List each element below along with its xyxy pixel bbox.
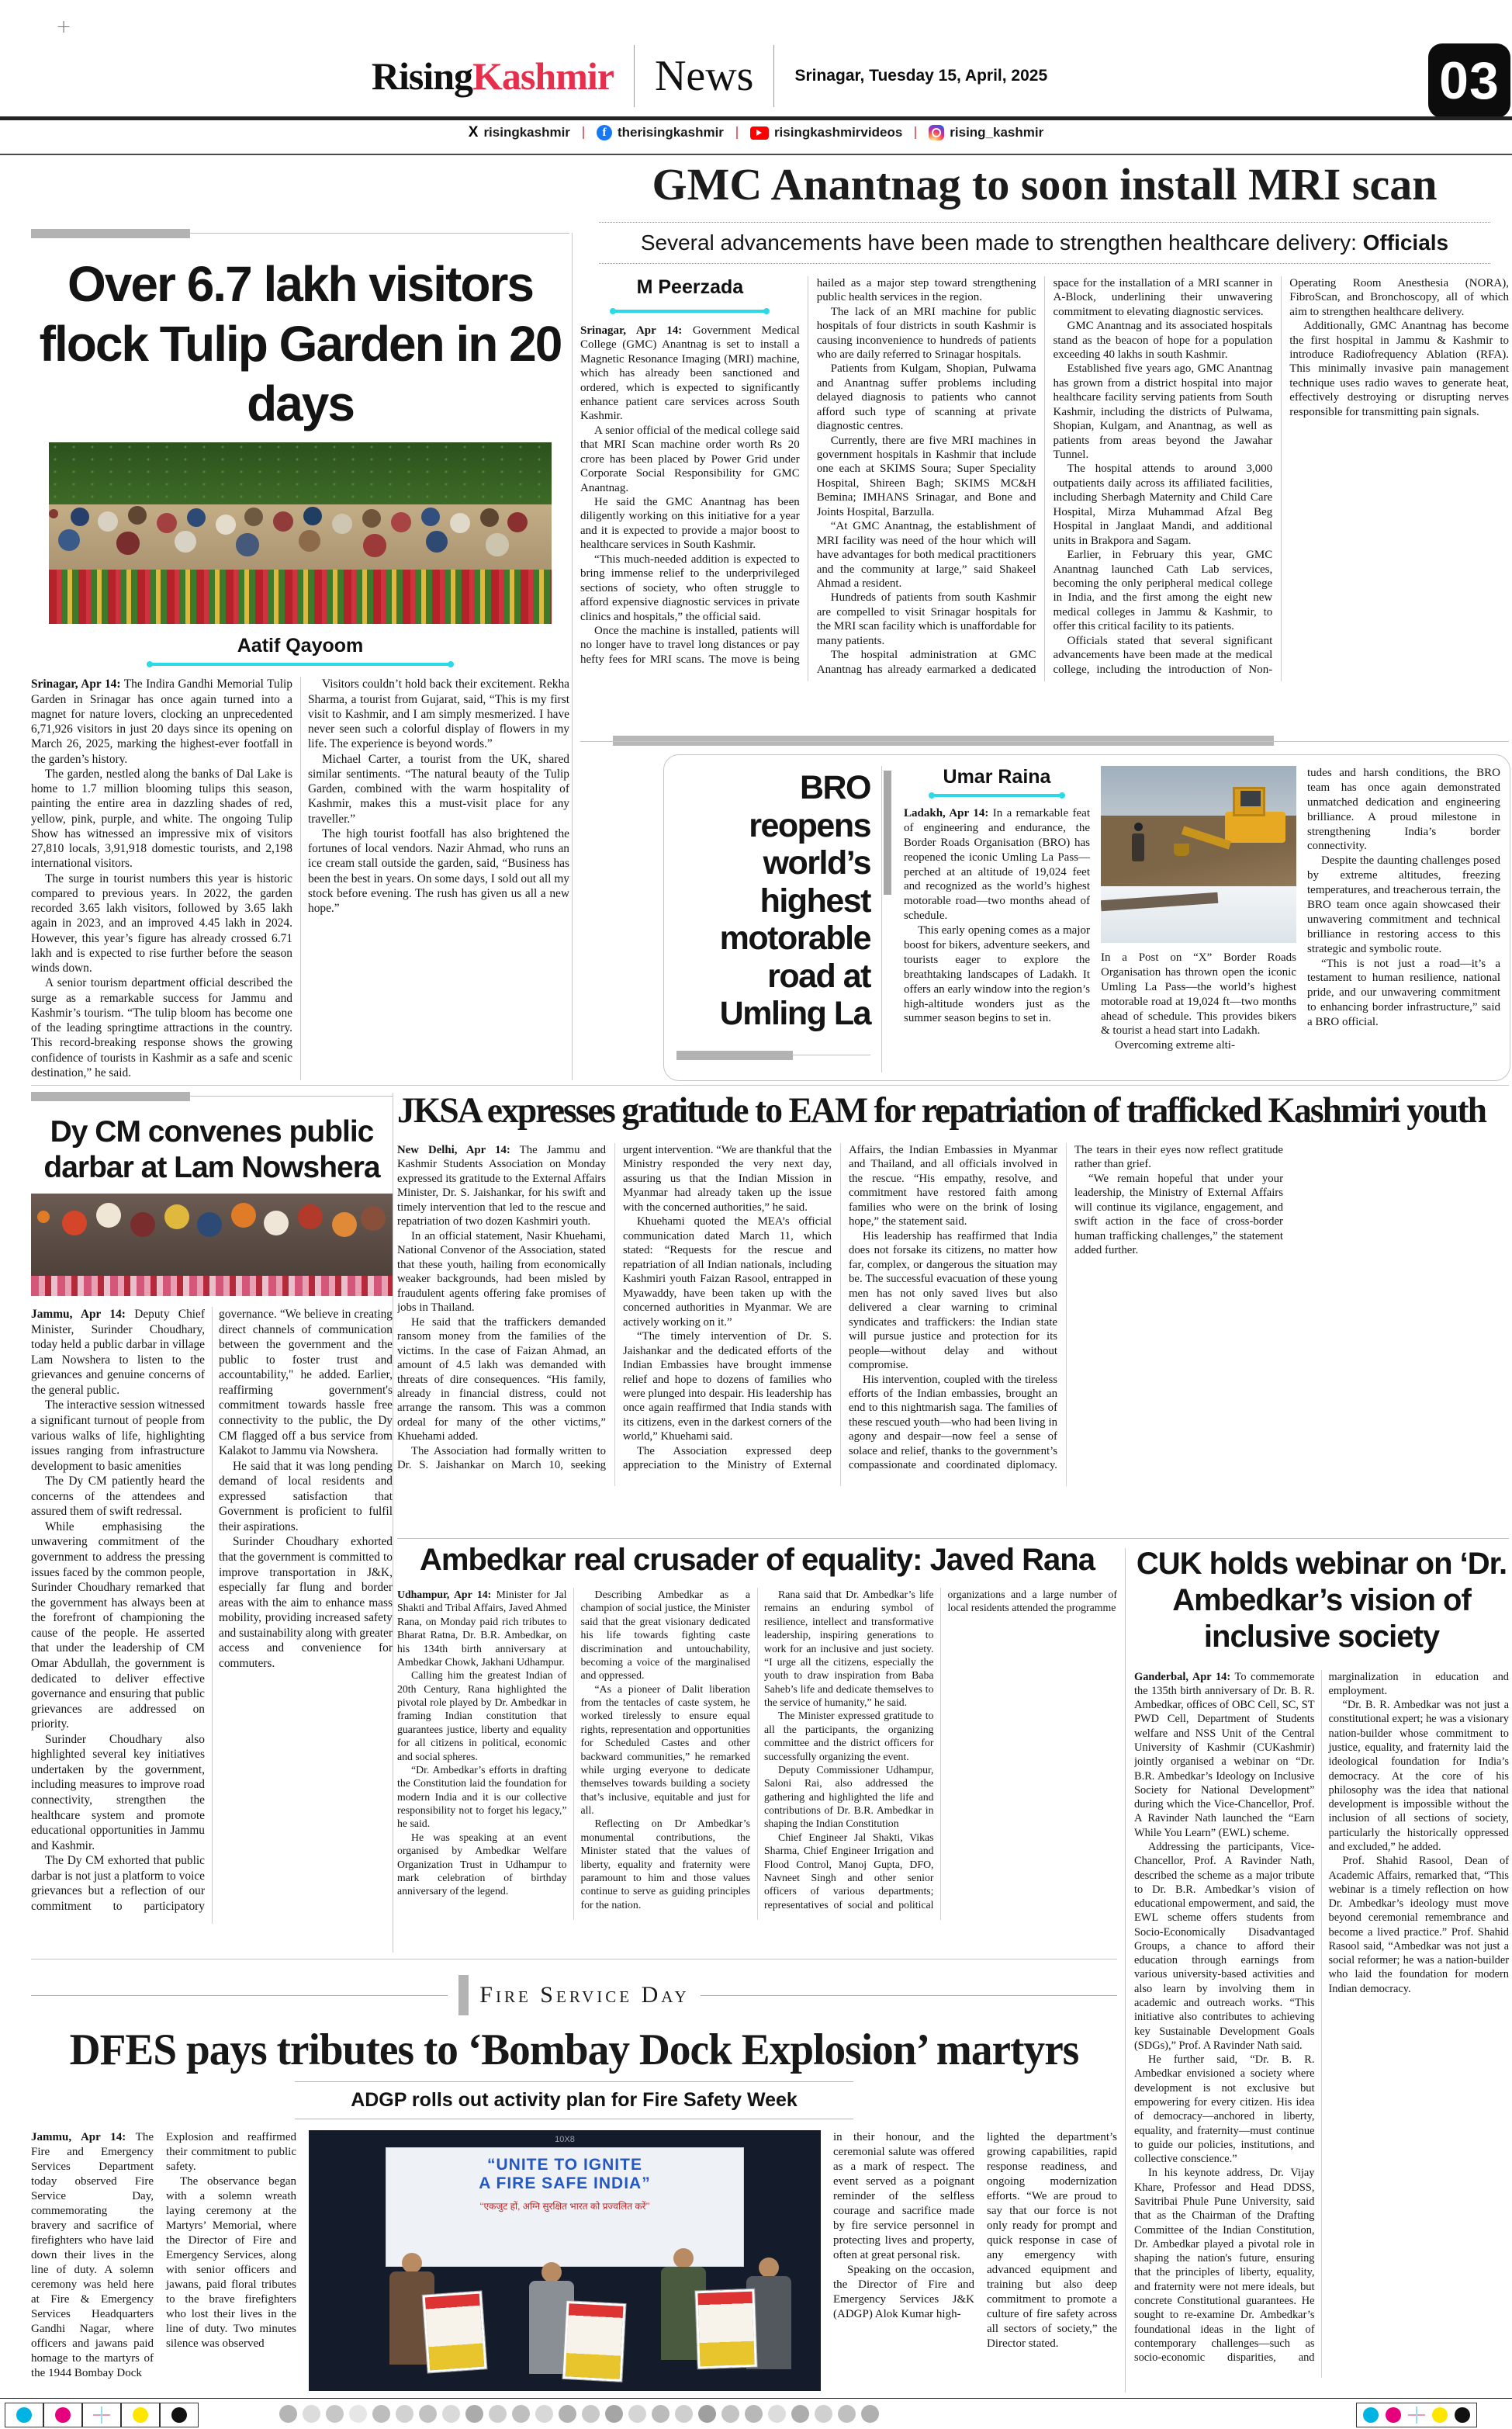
photo-backdrop-label: 10X8 <box>555 2134 575 2144</box>
photo-poster <box>562 2301 625 2382</box>
section-divider <box>676 1050 870 1061</box>
article-body <box>31 2130 1117 2391</box>
reg-magenta-icon <box>43 2403 82 2427</box>
paragraph: He was speaking at an event organised by Ambedkar Welfare Organization Trust in Udhampur to mark celebration of birthday anniversary of the legend. <box>397 1831 567 1897</box>
paragraph: Jammu, Apr 14: Deputy Chief Minister, Surinder Choudhary, today held a public darbar in village Lam Nowshera to listen to the grievances and genuine concerns of the general public. <box>31 1308 206 1397</box>
paragraph: Established five years ago, GMC Anantnag has grown from a district hospital into major healthcare facility serving patients from South Kashmir, including the districts of Pulwama, Shopian, Kulgam, and Anantnag, as well as patients from areas beyond the Jawahar Tunnel. <box>1053 362 1273 462</box>
paragraph: He further said, “Dr. B. R. Ambedkar envisioned a society where development is not exclusive but empowering for every citizen. His idea of democracy—anchored in liberty, equality, and fraternity—must continue to guide our policies, institutions, and collective conscience.” <box>1134 2053 1315 2166</box>
social-separator <box>915 126 916 139</box>
instagram-icon <box>929 125 944 140</box>
article-cuk-webinar <box>1134 1546 1509 2378</box>
masthead-title-black: Rising <box>371 54 473 98</box>
photo-flowers <box>31 1276 393 1296</box>
photo-excavator-bucket <box>1174 844 1189 856</box>
masthead-title-red: Kashmir <box>472 54 614 98</box>
photo-person-head <box>1134 823 1143 831</box>
section-rule <box>31 1085 1509 1086</box>
paragraph: Hundreds of patients from south Kashmir are compelled to visit Srinagar hospitals for the MRI scan facility which is unaffordable for many patients. <box>816 591 1036 647</box>
headline: Over 6.7 lakh visitors flock Tulip Garden in 20 days <box>39 256 562 431</box>
paragraph: In his keynote address, Dr. Vijay Khare, Professor and Head DDSS, Savitribai Phule Pune University, said that as the Chairman of the Drafting Committee of the Indian Constitution, Dr. Ambedkar played a pivotal role in shaping the nation's future, ensuring that the principles of liberty, equality, and fraternity were not mere ideals, but concrete Constitutional guarantees. He sought to re-examine Dr. Ambedkar’s foundational ideas in the light of contemporary challenges—such as socio-economic disparities, and marginalization in education and employment. <box>1134 1670 1509 2365</box>
paragraph: The Minister expressed gratitude to all the participants, the organizing committee and the district officers for successfully organizing the event. <box>764 1710 934 1762</box>
paragraph: The hospital attends to around 3,000 outpatients daily across its affiliated facilities, including Sherbagh Maternity and Child Care Hospital, Mirza Muhammad Afzal Beg Hospital in Janglaat Mandi, and additional units in Brakpora and Sagam. <box>1053 463 1273 547</box>
headline: CUK holds webinar on ‘Dr. Ambedkar’s vision of inclusive society <box>1136 1547 1507 1655</box>
photo-person-head <box>402 2253 422 2273</box>
reg-magenta-icon <box>1386 2407 1401 2423</box>
banner-text-line2: A FIRE SAFE INDIA” <box>479 2174 651 2192</box>
registration-gray-scale <box>279 2405 879 2423</box>
paragraph: Once the machine is installed, patients will no longer have to travel long distances or pay hefty fees for MRI scans. The move is being hailed as a major step toward strengthening public health services in the region. <box>580 276 1036 666</box>
section-rule <box>397 1538 1509 1539</box>
paragraph: GMC Anantnag and its associated hospitals stand as the beacon of hope for a population exceeding 40 lakhs in south Kashmir. <box>1053 320 1273 361</box>
article-body <box>397 1143 1509 1486</box>
public-darbar-photo <box>31 1194 393 1296</box>
paragraph: The observance began with a solemn wreath laying ceremony at the Martyrs’ Memorial, where the Director of Fire and Emergency Services, along with senior officers and jawans, paid floral tributes to the brave firefighters who lost their lives in the line of duty. Two minutes silence was observed <box>166 2174 296 2351</box>
paragraph: Overcoming extreme alti- <box>1115 1039 1235 1052</box>
social-item-youtube <box>750 125 902 140</box>
paragraph: He said the GMC Anantnag has been diligently working on this initiative for a year and it is expected to provide a major boost to healthcare services in South Kashmir. <box>580 496 800 552</box>
paragraph: The garden, nestled along the banks of Dal Lake is home to 1.7 million blooming tulips this season, painting the entire area in dazzling shades of red, yellow, pink, purple, and white. The ongoing Tulip Show has witnessed an impressive mix of visitors 27,810 locals, 3,91,918 domestic tourists, and 2,198 international visitors. <box>31 767 292 871</box>
paragraph: The Dy CM patiently heard the concerns of the attendees and assured them of swift redressal. <box>31 1474 205 1519</box>
banner-text-line1: “UNITE TO IGNITE <box>487 2155 642 2174</box>
photo-trees <box>49 442 552 504</box>
paragraph: “At GMC Anantnag, the establishment of MRI facility was need of the hour which will have advantages for both medical practitioners and the community at large,” said Shakeel Ahmad a resident. <box>816 520 1036 590</box>
article-body <box>31 1307 393 1924</box>
photo-banner <box>386 2147 744 2268</box>
paragraph: Udhampur, Apr 14: Minister for Jal Shakti and Tribal Affairs, Javed Ahmed Rana, on Monday paid rich tributes to Bharat Ratna, Dr. B.R. Ambedkar, on his 134th birth anniversary at Ambedkar Chowk, Jakhani Udhampur. <box>397 1589 567 1668</box>
paragraph: Prof. Shahid Rasool, Dean of Academic Affairs, remarked that, “This webinar is a timely reflection on how Dr. Ambedkar’s ideology must move beyond ceremonial remembrance and become a lived practice.” Prof. Shahid Rasool said, “Ambedkar was not just a social reformer; he was a nation-builder who laid the foundation for modern Indian democracy. <box>1328 1855 1509 1995</box>
paragraph: The hospital administration at GMC Anantnag has already earmarked a dedicated space for the installation of a MRI scanner in A-Block, underlining their unwavering commitment to elevating diagnostic services. <box>816 276 1273 676</box>
paragraph: The lack of an MRI machine for public hospitals of four districts in south Kashmir is causing inconvenience to hundreds of patients who are daily referred to Srinagar hospitals. <box>816 305 1036 361</box>
paragraph: “We remain hopeful that under your leadership, the Ministry of External Affairs will continue its vigilance, engagement, and swift action in the face of cross-border human trafficking challenges,” the statement added further. <box>1074 1172 1283 1257</box>
paragraph: The high tourist footfall has also brightened the fortunes of local vendors. Nazir Ahmad, who runs an ice cream stall outside the garden, said, “Business has been the best in years. On some days, I sold out all my stock before evening. The rush has given us all a new hope.” <box>308 826 569 916</box>
paragraph: Srinagar, Apr 14: Government Medical College (GMC) Anantnag is set to install a Magnetic Resonance Imaging (MRI) machine, which has already been sanctioned and ordered, which is expected to significantly enhance patient care services across South Kashmir. <box>580 324 800 423</box>
facebook-icon: f <box>597 125 612 140</box>
paragraph: Visitors couldn’t hold back their excitement. Rekha Sharma, a tourist from Gujarat, said, “This is my first visit to Kashmir, and I am simply mesmerized. I have never seen such a colorful display of flowers in my life. The experience is beyond words.” <box>308 677 569 751</box>
paragraph: “Dr. Ambedkar’s efforts in drafting the Constitution laid the foundation for modern India and it is our collective responsibility not to forget his legacy,” he said. <box>397 1763 567 1830</box>
section-name: News <box>654 52 754 100</box>
masthead-divider <box>773 45 774 107</box>
paragraph: The Association had formally written to Dr. S. Jaishankar on March 10, seeking urgent intervention. “We are thankful that the Ministry responded the very next day, assuring us that the Indian Mission in Myanmar had already taken up the issue with the concerned authorities,” he said. <box>397 1143 832 1472</box>
paragraph: His leadership has reaffirmed that India does not forsake its citizens, no matter how far, complex, or dangerous the situation may be. The successful evacuation of these young men has not only saved lives but also delivered a clear warning to criminal syndicates and traffickers: the Indian state will pursue justice and protection for its people—without delay and without compromise. <box>849 1229 1057 1372</box>
article-bro-umlingla <box>663 754 1510 1081</box>
vertical-divider-bar <box>881 766 893 1072</box>
paragraph: In a Post on “X” Border Roads Organisation has thrown open the iconic Umling La Pass—the world’s highest motorable road at 19,024 ft—two months ahead of schedule. This provides bikers & tourist a head start into Ladakh. <box>1101 951 1296 1038</box>
paragraph: He said that it was long pending demand of local residents and expressed satisfaction that Government is proficient to fulfil their aspirations. <box>219 1459 393 1533</box>
article-dycm-darbar <box>31 1091 393 1924</box>
headline: GMC Anantnag to soon install MRI scan <box>652 159 1438 210</box>
bro-column-3 <box>1307 766 1500 1072</box>
paragraph: Michael Carter, a tourist from the UK, shared similar sentiments. “The natural beauty of the Tulip Garden, combined with the warm hospitality of Kashmir, makes this a must-visit place for any traveller.” <box>308 752 569 826</box>
reg-cyan-icon <box>5 2403 43 2427</box>
paragraph: A senior official of the medical college said that MRI Scan machine order worth Rs 20 crore has been placed by Power Grid under Corporate Social Responsibility for GMC Anantnag. <box>580 424 800 494</box>
paragraph: tudes and harsh conditions, the BRO team has once again demonstrated unmatched dedication and engineering brilliance. A proud milestone in strengthening India’s border connectivity. <box>1307 767 1500 853</box>
standfirst <box>676 1076 870 1081</box>
umling-la-snow-clearing-photo <box>1101 766 1296 943</box>
column-text <box>166 2130 296 2391</box>
paragraph: A senior tourism department official described the surge as a remarkable success for Jammu and Kashmir’s tourism. “The tulip bloom has become one of the leading springtime attractions in the country. This record-breaking response shows the growing confidence of tourists in Kashmir as a safe and scenic destination,” he said. <box>31 976 292 1079</box>
article-body <box>580 276 1509 681</box>
section-divider <box>31 1091 393 1102</box>
byline-rule <box>149 663 452 666</box>
bro-column-2 <box>1101 766 1296 1072</box>
headline: Ambedkar real crusader of equality: Javed Rana <box>420 1543 1095 1577</box>
paragraph: “As a pioneer of Dalit liberation from the tentacles of caste system, he worked tirelessly to ensure equal rights, representation and opportunities for Scheduled Castes and other backward communities,” he remarked while urging everyone to dedicate themselves towards building a society that’s inclusive, equitable and just for all. <box>580 1682 750 1816</box>
paragraph: Surinder Choudhary exhorted that the government is committed to improve transportation in J&K, especially far flung and border areas with the aim to enhance mass mobility, providing increased safety and sustainability along with greater access and convenience for commuters. <box>219 1535 393 1670</box>
paragraph: Ganderbal, Apr 14: To commemorate the 135th birth anniversary of Dr. B. R. Ambedkar, offices of OBC Cell, SC, ST PWD Cell, Department of Students welfare and NSS Unit of the Central University of Kashmir (CUKashmir) jointly organised a webinar on “Dr. B.R. Ambedkar’s Ideology on Inclusive Society for National Development” during which the Vice-Chancellor, Prof. A Ravinder Nath launched the “Earn While You Learn” (EWL) scheme. <box>1134 1670 1315 1839</box>
paragraph-list <box>580 276 1509 681</box>
header-rule <box>0 116 1512 120</box>
paragraph: in their honour, and the ceremonial salute was offered as a mark of respect. The event served as a poignant reminder of the selfless courage and sacrifice made by fire service personnel in protecting lives and property, often at great personal risk. <box>833 2130 974 2262</box>
photo-crowd <box>49 504 552 570</box>
column-text <box>987 2130 1117 2391</box>
photo-person-head <box>541 2262 562 2282</box>
paragraph: In an official statement, Nasir Khuehami, National Convenor of the Association, stated that these youth, hailing from economically weaker backgrounds, had been misled by fraudulent agents offering fake promises of jobs in Thailand. <box>397 1229 606 1315</box>
masthead <box>0 45 1419 107</box>
paragraph: The surge in tourist numbers this year is historic compared to previous years. In 2022, the garden recorded 3.65 lakh visitors, followed by 3.65 lakh again in 2023, and an improved 4.45 lakh in 2024. However, this year’s figure has already crossed 6.71 lakh and is expected to rise further before the season winds down. <box>31 871 292 975</box>
paragraph: While emphasising the unwavering commitment of the government to address the pressing issues faced by the common people, Surinder Choudhary remarked that the government has always been at the forefront of championing the cause of the people. He asserted that under the leadership of CM Omar Abdullah, the government is dedicated to deliver effective governance and ensuring that public grievances are addressed on priority. <box>31 1519 205 1731</box>
social-handle: rising_kashmir <box>950 125 1044 140</box>
page-number: 03 <box>1428 43 1510 118</box>
reg-cyan-icon <box>1363 2407 1379 2423</box>
paragraph: Srinagar, Apr 14: The Indira Gandhi Memorial Tulip Garden in Srinagar has once again turned into a magnet for nature lovers, clocking an unprecedented 6,71,926 visitors in just 20 days since its opening on March 26, 2025, marking the highest-ever footfall in the garden’s history. <box>31 677 292 766</box>
masthead-title <box>372 54 614 99</box>
paragraph: Ladakh, Apr 14: In a remarkable feat of engineering and endurance, the Border Roads Organisation (BRO) has reopened the iconic Umling La Pass—perched at an altitude of 19,024 feet and recognized as the world’s highest motorable road—two months ahead of schedule. <box>904 807 1090 923</box>
paragraph: Despite the daunting challenges posed by extreme altitudes, freezing temperatures, and treacherous terrain, the BRO team once again showcased their unwavering commitment and technical brilliance in restoring access to this strategic and symbolic route. <box>1307 854 1500 955</box>
social-handle: risingkashmir <box>483 125 570 140</box>
photo-poster <box>423 2291 487 2372</box>
photo-person <box>1132 833 1144 861</box>
registration-rule <box>0 2398 1512 2399</box>
paragraph: The Dy CM exhorted that public darbar is not just a platform to voice grievances but a reflection of our commitment to participatory governance. “We believe in creating direct channels of communication between the government and the public to foster trust and accountability," he added. Earlier, reaffirming government's commitment towards hassle free connectivity to the public, the Dy CM flagged off a bus service from Kalakot to Jammu via Nowshera. <box>31 1308 393 1913</box>
paragraph: lighted the department’s growing capabilities, rapid response readiness, and ongoing modernization efforts. “We are proud to say that our force is not only ready for prompt and quick response in case of any emergency with advanced equipment and training but also deep commitment to promote a culture of fire safety across all sectors of society,” the Director stated. <box>987 2130 1117 2351</box>
byline-rule <box>931 794 1063 797</box>
paragraph: Calling him the greatest Indian of 20th Century, Rana highlighted the pivotal role played by Dr. Ambedkar in framing Indian constitution that guarantees justice, liberty and equality for all citizens in political, economic and social spheres. <box>397 1669 567 1762</box>
paragraph: Describing Ambedkar as a champion of social justice, the Minister said that the great visionary dedicated his life towards fighting caste discrimination and untouchability, becoming a voice of the marginalised and oppressed. <box>580 1589 750 1682</box>
reg-black-icon <box>1455 2407 1470 2423</box>
reg-yellow-icon <box>1432 2407 1448 2423</box>
photo-tulip-beds <box>49 570 552 624</box>
paragraph: Rana said that Dr. Ambedkar’s life remains an enduring symbol of resilience, intellect and transformative leadership, inspiring generations to work for an inclusive and just society. “I urge all the citizens, especially the youth to draw inspiration from Baba Saheb’s life and dedicate themselves to the service of humanity,” he said. <box>764 1589 934 1708</box>
byline-block <box>580 276 800 313</box>
paragraph: Chief Engineer Jal Shakti, Vikas Sharma, Chief Engineer Irrigation and Flood Control, Manoj Gupta, DFO, Navneet Singh and other senior officers of various departments; representatives of social and political organizations and a large number of local residents attended the programme <box>764 1589 1117 1911</box>
tulip-garden-photo <box>49 442 552 624</box>
photo-excavator-window <box>1240 791 1261 806</box>
column-rule <box>1125 1548 1126 2393</box>
paragraph: Surinder Choudhary also highlighted several key initiatives undertaken by the government, including measures to improve road connectivity, strengthen the healthcare system and promote educational opportunities in Jammu and Kashmir. <box>31 1732 205 1852</box>
photo-crowd-turbans <box>37 1211 50 1223</box>
column-text <box>1101 951 1296 1053</box>
column-text <box>904 806 1090 1026</box>
header-rule-thin <box>0 154 1512 155</box>
paragraph: Speaking on the occasion, the Director of Fire and Emergency Services J&K (ADGP) Alok Kumar high- <box>833 2264 974 2321</box>
column-text <box>833 2130 974 2391</box>
column-text <box>31 2130 154 2391</box>
article-dfes-fire-service-day <box>31 1975 1117 2391</box>
article-ambedkar-rana <box>397 1543 1117 1920</box>
paragraph: Explosion and reaffirmed their commitment to public safety. <box>166 2130 296 2173</box>
photo-poster <box>695 2289 756 2368</box>
standfirst: Several advancements have been made to strengthen healthcare delivery: Officials <box>599 222 1490 264</box>
byline: Aatif Qayoom <box>237 635 364 657</box>
article-gmc-mri <box>580 160 1509 681</box>
paragraph: Currently, there are five MRI machines in government hospitals in Kashmir that include one each at SKIMS Soura; Super Speciality Hospital, Shireen Bagh; SKIMS MC&H Bemina; IMHANS Srinagar, and Bone and Joints Hospital, Barzulla. <box>816 434 1036 518</box>
reg-crosshair-icon <box>1408 2406 1425 2424</box>
headline: DFES pays tributes to ‘Bombay Dock Explosion’ martyrs <box>69 2025 1079 2074</box>
paragraph: Reflecting on Dr Ambedkar’s monumental contributions, the Minister stated that the values of liberty, equality and fraternity were paramount to him and those values continue to serve as guiding principles for the nation. <box>580 1817 750 1911</box>
kicker-line <box>701 1995 1117 1996</box>
reg-black-icon <box>160 2403 199 2427</box>
photo-person-head <box>759 2257 779 2278</box>
reg-yellow-icon <box>121 2403 160 2427</box>
social-bar <box>0 124 1512 141</box>
social-item-x <box>469 124 570 141</box>
crop-mark-icon: + <box>56 16 72 37</box>
article-tulip-garden <box>31 228 569 1080</box>
paragraph: The interactive session witnessed a significant turnout of people from various walks of life, highlighting issues ranging from infrastructure development to basic amenities <box>31 1398 205 1473</box>
byline: Umar Raina <box>943 766 1051 788</box>
social-separator <box>583 126 584 139</box>
social-item-instagram <box>929 125 1043 140</box>
article-body <box>31 677 569 1080</box>
paragraph: Officials stated that several significant advancements have been made at the medical college, including the introduction of Non-Operating Room Anesthesia (NORA), FibroScan, and Bronchoscopy, all of which aim to strengthen healthcare delivery. <box>1053 276 1509 676</box>
article-body <box>1134 1670 1509 2378</box>
paragraph: His intervention, coupled with the tireless efforts of the Indian embassies, brought an end to this nightmarish saga. The families of these rescued youth—who had been living in agony and despair—now feel a sense of solace and relief, thanks to the government’s compassionate and coordinated diplomacy. The tears in their eyes now reflect gratitude rather than grief. <box>849 1143 1283 1472</box>
paragraph: This early opening comes as a major boost for bikers, adventure seekers, and tourists eager to explore the breathtaking landscapes of Ladakh. It offers an early window into the region’s high-altitude wonders just as the summer season begins to set in. <box>904 924 1090 1025</box>
social-separator <box>736 126 738 139</box>
x-icon: X <box>468 124 479 140</box>
paragraph: “This is not just a road—it’s a testament to human resilience, national pride, and our unwavering commitment to enhancing border infrastructure,” said a BRO official. <box>1307 957 1500 1029</box>
kicker-line <box>31 1995 448 1996</box>
edition-date: Srinagar, Tuesday 15, April, 2025 <box>794 67 1048 85</box>
bro-column-1 <box>904 766 1090 1072</box>
social-handle: therisingkashmir <box>617 125 724 140</box>
byline-rule <box>612 310 767 313</box>
photo-crowd-dots <box>49 509 58 518</box>
paragraph: “Dr. B. R. Ambedkar was not just a constitutional expert; he was a visionary nation-builder whose commitment to justice, equality, and fraternity laid the ideological foundation for India’s democracy. At the core of his philosophy was the idea that national development is impossible without the inclusion of all sections of society, particularly the historically oppressed and excluded,” he added. <box>1328 1699 1509 1853</box>
kicker-bar <box>458 1975 469 2015</box>
youtube-icon <box>750 126 769 140</box>
section-rule <box>580 741 1509 742</box>
reg-crosshair-icon <box>82 2403 121 2427</box>
banner-text-hindi: ‘‘एकजुट हों, अग्नि सुरक्षित भारत को प्रज्वलित करें’’ <box>479 2200 650 2212</box>
paragraph: He said that the traffickers demanded ransom money from the families of the victims. In the case of Faizan Ahmad, an amount of 4.5 lakh was demanded with threats of dire consequences. “His family, already in financial distress, could not arrange the ransom. This was a common ordeal for many of the other victims,” Khuehami added. <box>397 1315 606 1443</box>
column-rule <box>572 233 573 1080</box>
kicker: Fire Service Day <box>479 1982 690 2008</box>
paragraph: Khuehami quoted the MEA’s official communication dated March 11, which stated: “Requests for the rescue and repatriation of all Indian nationals, including Kashmiri youth Faizan Rasool, entrapped in Myawaddy, have been taken up with the concerned authorities in Myanmar. We are actively working on it.” <box>623 1215 832 1329</box>
paragraph: Earlier, in February this year, GMC Anantnag launched Cath Lab services, becoming the only peripheral medical college in India, and the first among the eight new medical colleges in Jammu & Kashmir, to offer this critical facility to its patients. <box>1053 549 1273 633</box>
fire-service-day-photo <box>309 2130 821 2391</box>
registration-marks-right <box>1356 2403 1477 2427</box>
paragraph: Patients from Kulgam, Shopian, Pulwama and Anantnag suffer problems including delayed diagnosis to patients who cannot afford such type of scanning at private diagnostic centres. <box>816 362 1036 433</box>
masthead-divider <box>634 45 635 107</box>
paragraph: Addressing the participants, Vice-Chancellor, Prof. A Ravinder Nath, described the scheme as a major tribute to Dr. B.R. Ambedkar’s vision of educational empowerment, and said, the EWL scheme offers students from Socio-Economically Disadvantaged Groups, a chance to afford their education through earnings from various university-based activities and also learn by involving them in academic and outreach works. “This initiative also contributes to achieving key Sustainable Development Goals (SDGs),” Prof. A Ravinder Nath said. <box>1134 1840 1315 2052</box>
paragraph: Deputy Commissioner Udhampur, Saloni Rai, also addressed the gathering and highlighted the life and contributions of Dr. B.R. Ambedkar in shaping the Indian Constitution <box>764 1763 934 1830</box>
headline: BRO reopens world’s highest motorable road at Umling La <box>719 769 870 1033</box>
photo-person-head <box>673 2248 694 2268</box>
paragraph: “The timely intervention of Dr. S. Jaishankar and the dedicated efforts of the Indian Embassies have brought immense relief and hope to dozens of families who were plunged into despair. His leadership has once again reaffirmed that India stands with its citizens, even in the darkest corners of the world,” Khuehami said. <box>623 1330 832 1443</box>
paragraph: The Association expressed deep appreciation to the Ministry of External Affairs, the Indian Embassies in Myanmar and Thailand, and all officials involved in the rescue. “His empathy, resolve, and commitment have restored faith among families who were on the brink of losing hope,” the statement said. <box>623 1143 1057 1472</box>
paragraph: Jammu, Apr 14: The Fire and Emergency Services Department today observed Fire Service Day, commemorating the bravery and sacrifice of firefighters who have laid down their lives in the line of duty. A solemn ceremony was held here at Fire & Emergency Services Headquarters Gandhi Nagar, where officers and jawans paid homage to the martyrs of the 1944 Bombay Dock <box>31 2130 154 2380</box>
paragraph: New Delhi, Apr 14: The Jammu and Kashmir Students Association on Monday expressed its gratitude to the External Affairs Minister, Dr. S. Jaishankar, for his swift and timely intervention that led to the rescue and repatriation of two dozen Kashmiri youth. <box>397 1143 606 1228</box>
kicker-row <box>31 1975 1117 2015</box>
social-item-facebook <box>597 125 724 140</box>
paragraph: Additionally, GMC Anantnag has become the first hospital in Jammu & Kashmir to introduce Radiofrequency Ablation (RFA). This minimally invasive pain management technique uses radio waves to generate heat, effectively destroying or disrupting nerves responsible for transmitting pain signals. <box>1289 320 1509 418</box>
byline: M Peerzada <box>636 275 744 298</box>
social-handle: risingkashmirvideos <box>773 125 903 140</box>
section-divider <box>31 228 569 239</box>
subhead: ADGP rolls out activity plan for Fire Safety Week <box>295 2081 853 2119</box>
registration-marks-left <box>5 2403 199 2427</box>
headline: Dy CM convenes public darbar at Lam Nowshera <box>43 1115 380 1185</box>
article-body <box>397 1588 1117 1920</box>
headline: JKSA expresses gratitude to EAM for repatriation of trafficked Kashmiri youth <box>397 1090 1486 1131</box>
paragraph: “This much-needed addition is expected to bring immense relief to the underprivileged sections of society, who often struggle to afford expensive diagnostic services in private clinics and hospitals,” the official said. <box>580 553 800 623</box>
article-jksa-eam <box>397 1088 1509 1486</box>
bro-headline-cell <box>676 766 870 1072</box>
